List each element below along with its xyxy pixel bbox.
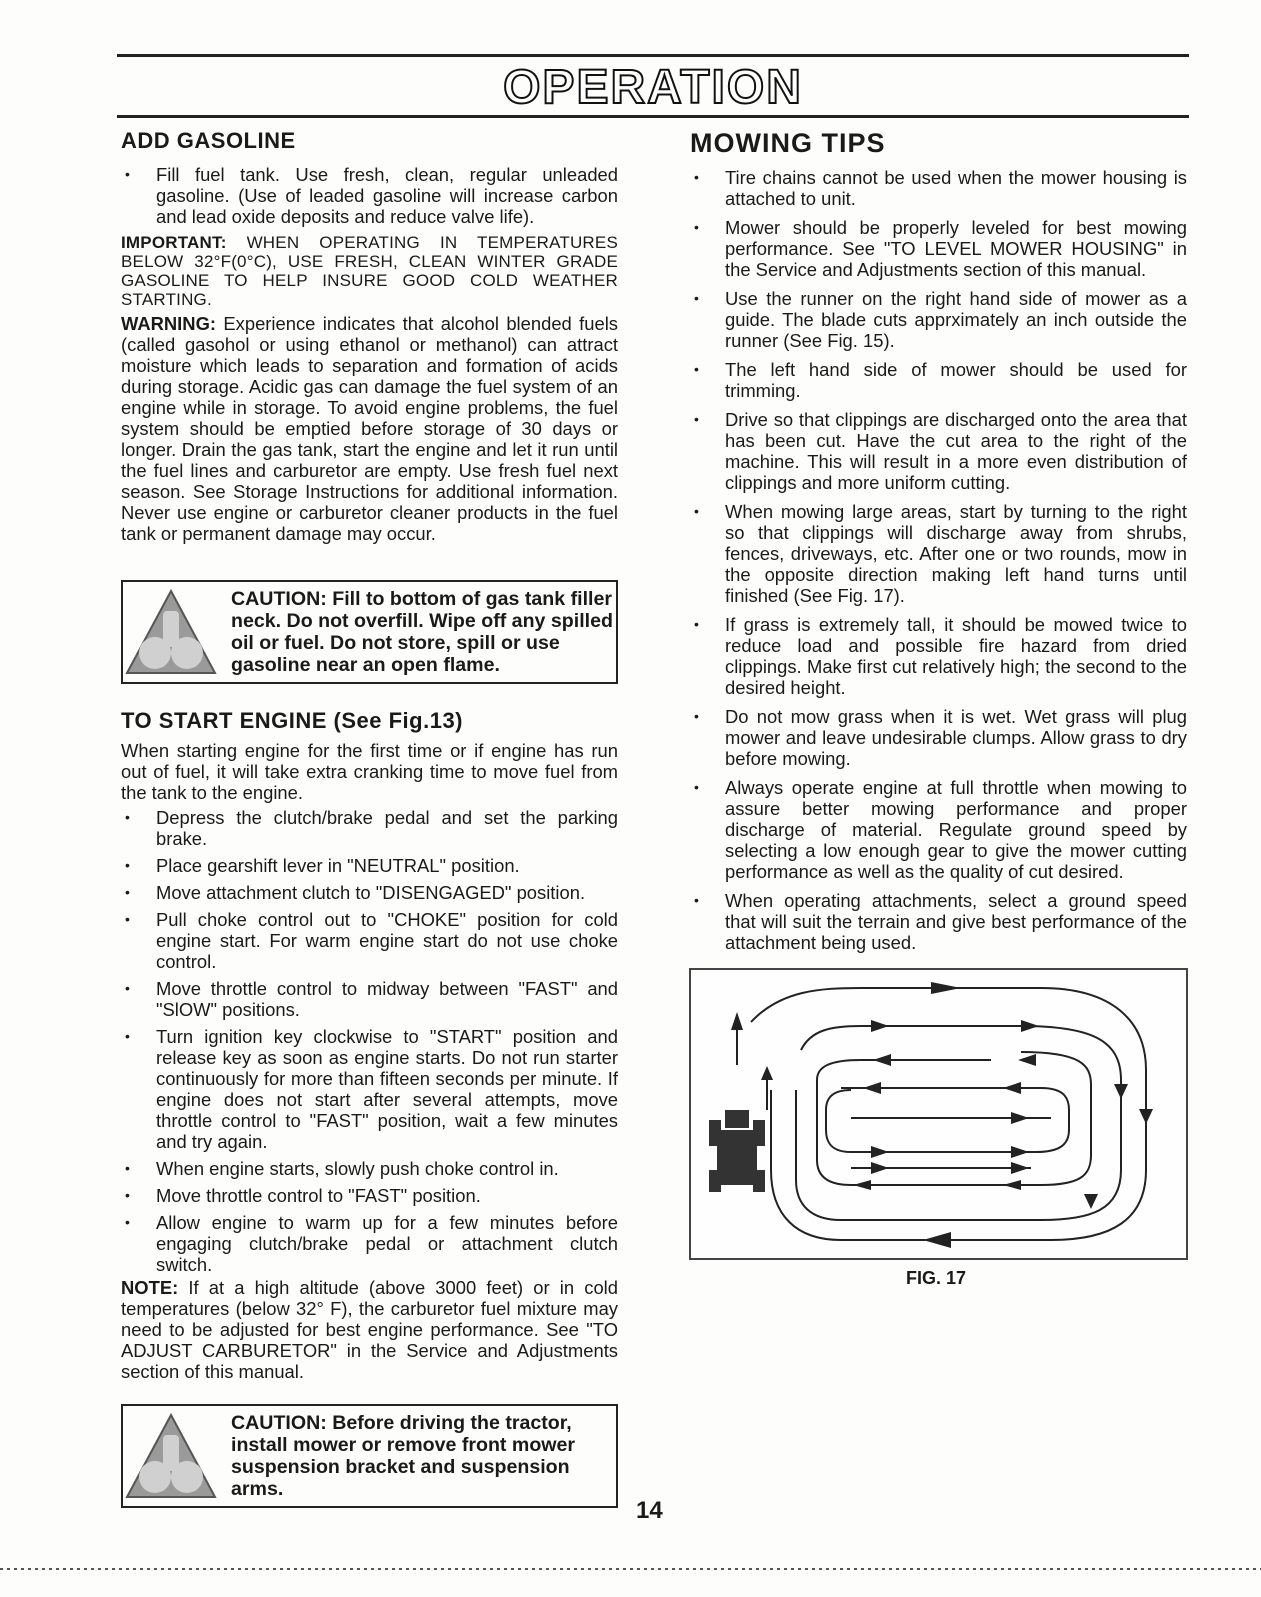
top-rule [117, 54, 1189, 57]
list-item: • Do not mow grass when it is wet. Wet grass will plug mower and leave undesirable clumps. Allow grass to dry before mowing. [690, 706, 1187, 769]
warning-triangle-icon [123, 1411, 219, 1501]
header [117, 62, 1189, 114]
start-engine-heading: TO START ENGINE (See Fig.13) [121, 708, 464, 733]
list-item: • Move throttle control to midway between "FAST" and "SlOW" positions. [121, 978, 618, 1020]
list-item: • Pull choke control out to "CHOKE" position for cold engine start. For warm engine start do not use choke control. [121, 909, 618, 972]
figure-caption: FIG. 17 [906, 1268, 967, 1288]
bottom-dotted-rule [0, 1568, 1261, 1570]
page-title: OPERATION [503, 61, 803, 114]
caution-text: CAUTION: Fill to bottom of gas tank filler neck. Do not overfill. Wipe off any spilled oil or fuel. Do not store, spill or use gasoline near an open flame. [231, 588, 613, 676]
list-item: • Tire chains cannot be used when the mower housing is attached to unit. [690, 167, 1187, 209]
list-item: • Mower should be properly leveled for best mowing performance. See "TO LEVEL MOWER HOUSING" in the Service and Adjustments section of this manual. [690, 217, 1187, 280]
right-column [690, 128, 1187, 953]
list-item: • Allow engine to warm up for a few minutes before engaging clutch/brake pedal or attachment clutch switch. [121, 1212, 618, 1275]
list-item: • Fill fuel tank. Use fresh, clean, regular unleaded gasoline. (Use of leaded gasoline will increase carbon and lead oxide deposits and reduce valve life). [121, 164, 618, 227]
list-item: • Use the runner on the right hand side of mower as a guide. The blade cuts apprximately an inch outside the runner (See Fig. 15). [690, 288, 1187, 351]
important-text: WHEN OPERATING IN TEMPERATURES BELOW 32°F(0°C), USE FRESH, CLEAN WINTER GRADE GASOLINE TO HELP INSURE GOOD COLD WEATHER STARTING. [121, 233, 618, 309]
warning-triangle-icon [123, 587, 219, 677]
warning-paragraph [121, 313, 618, 544]
list-item: • When operating attachments, select a ground speed that will suit the terrain and give best performance of the attachment being used. [690, 890, 1187, 953]
list-item: • When mowing large areas, start by turning to the right so that clippings will discharge away from shrubs, fences, driveways, etc. After one or two rounds, mow in the opposite direction making left hand turns until finished (See Fig. 17). [690, 501, 1187, 606]
mowing-pattern-figure [689, 968, 1188, 1260]
list-item: • Turn ignition key clockwise to "START" position and release key as soon as engine starts. Do not run starter continuously for more than fifteen seconds per minute. If engine does not start after several attempts, move throttle control to "FAST" position, wait a few minutes and try again. [121, 1026, 618, 1152]
important-label: IMPORTANT: [121, 233, 227, 252]
list-item: • If grass is extremely tall, it should be mowed twice to reduce load and possible fire hazard from dried clippings. Make first cut relatively high; the second to the desired height. [690, 614, 1187, 698]
note-label: NOTE: [121, 1277, 179, 1298]
list-item: • Move throttle control to "FAST" position. [121, 1185, 618, 1206]
list-item: • Depress the clutch/brake pedal and set the parking brake. [121, 807, 618, 849]
note-paragraph [121, 1277, 618, 1382]
mowing-pattern-diagram-icon [691, 970, 1186, 1258]
list-item: • The left hand side of mower should be used for trimming. [690, 359, 1187, 401]
page-number: 14 [636, 1497, 663, 1524]
mowing-tips-heading: MOWING TIPS [690, 128, 886, 158]
list-item: • Place gearshift lever in "NEUTRAL" position. [121, 855, 618, 876]
list-item: • When engine starts, slowly push choke control in. [121, 1158, 618, 1179]
add-gasoline-heading: ADD GASOLINE [121, 128, 296, 153]
list-item: • Drive so that clippings are discharged onto the area that has been cut. Have the cut area to the right of the machine. This will result in a more even distribution of clippings and more uniform cutting. [690, 409, 1187, 493]
warning-label: WARNING: [121, 313, 217, 334]
mowing-tips-list [690, 167, 1187, 953]
caution-text: CAUTION: Before driving the tractor, install mower or remove front mower suspension bracket and suspension arms. [231, 1412, 576, 1500]
left-column [121, 128, 618, 1508]
title-rule [117, 115, 1189, 118]
caution-box-driving [121, 1404, 618, 1508]
list-item: • Always operate engine at full throttle when mowing to assure better mowing performance and proper discharge of material. Regulate ground speed by selecting a low enough gear to give the mower cutting performance as well as the quality of cut desired. [690, 777, 1187, 882]
important-paragraph [121, 233, 618, 309]
warning-text: Experience indicates that alcohol blended fuels (called gasohol or using ethanol or methanol) can attract moisture which leads to separation and formation of acids during storage. Acidic gas can damage the fuel system of an engine while in storage. To avoid engine problems, the fuel system should be emptied before storage of 30 days or longer. Drain the gas tank, start the engine and let it run until the fuel lines and carburetor are empty. Use fresh fuel next season. See Storage Instructions for additional information. Never use engine or carburetor cleaner products in the fuel tank or permanent damage may occur. [121, 313, 618, 544]
caution-box-fuel [121, 580, 618, 684]
start-engine-intro: When starting engine for the first time or if engine has run out of fuel, it will take extra cranking time to move fuel from the tank to the engine. [121, 740, 618, 803]
start-engine-steps [121, 807, 618, 1275]
note-text: If at a high altitude (above 3000 feet) or in cold temperatures (below 32° F), the carburetor fuel mixture may need to be adjusted for best engine performance. See "TO ADJUST CARBURETOR" in the Service and Adjustments section of this manual. [121, 1277, 618, 1382]
add-gasoline-list [121, 164, 618, 227]
list-item: • Move attachment clutch to "DISENGAGED" position. [121, 882, 618, 903]
